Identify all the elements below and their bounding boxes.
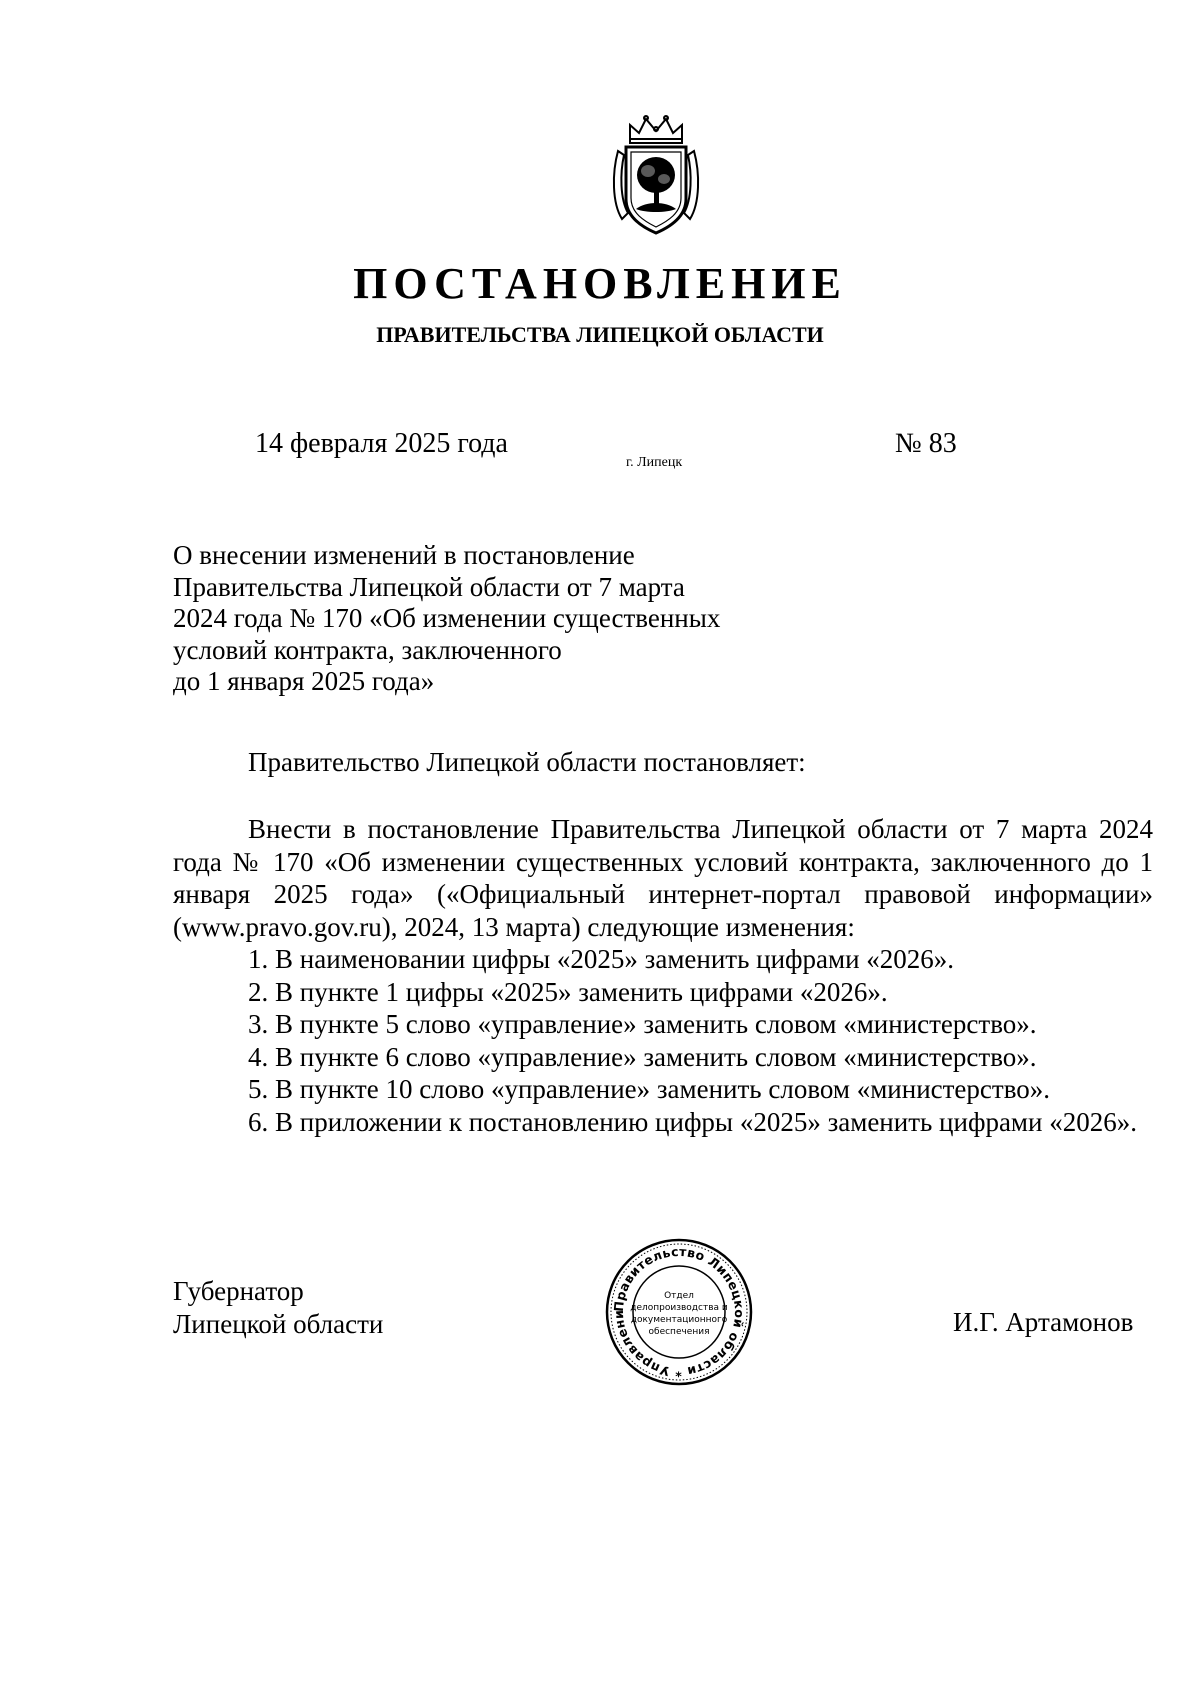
document-subject xyxy=(173,540,793,698)
subject-line: О внесении изменений в постановление xyxy=(173,540,635,570)
document-title: ПОСТАНОВЛЕНИЕ xyxy=(353,259,847,308)
signatory-position-line: Губернатор xyxy=(173,1276,304,1306)
seal-center-line: Отдел xyxy=(664,1291,694,1301)
document-body xyxy=(173,813,1153,1138)
list-item: 2. В пункте 1 цифры «2025» заменить цифрами «2026». xyxy=(248,976,888,1007)
seal-outer-text: Правительство Липецкой области * Управлени xyxy=(610,1243,748,1381)
document-city: г. Липецк xyxy=(626,455,683,470)
seal-center-line: обеспечения xyxy=(648,1327,710,1337)
list-item: 4. В пункте 6 слово «управление» заменить словом «министерство». xyxy=(248,1041,1037,1072)
list-item: 5. В пункте 10 слово «управление» заменить словом «министерство». xyxy=(248,1074,1051,1104)
document-number: № 83 xyxy=(895,428,957,459)
list-item: 6. В приложении к постановлению цифры «2025» заменить цифрами «2026». xyxy=(248,1106,1137,1137)
list-item: 1. В наименовании цифры «2025» заменить цифрами «2026». xyxy=(248,944,955,974)
document-date: 14 февраля 2025 года xyxy=(255,428,508,459)
seal-center-line: делопроизводства и xyxy=(630,1303,728,1313)
list-item: 3. В пункте 5 слово «управление» заменить словом «министерство». xyxy=(248,1009,1037,1039)
subject-line: Правительства Липецкой области от 7 марта xyxy=(173,571,685,602)
subject-line: 2024 года № 170 «Об изменении существенных xyxy=(173,603,721,633)
signatory-name: И.Г. Артамонов xyxy=(953,1307,1134,1337)
seal-center-line: документационного xyxy=(630,1315,728,1325)
signatory-position xyxy=(173,1275,383,1341)
official-seal xyxy=(604,1237,754,1387)
subject-line: до 1 января 2025 года» xyxy=(173,666,435,696)
coat-of-arms-icon xyxy=(608,113,704,239)
signatory-position-line: Липецкой области xyxy=(173,1309,384,1339)
body-intro-paragraph: Внести в постановление Правительства Липецкой области от 7 марта 2024 года № 170 «Об изменении существенных условий контракта, заключенного до 1 января 2025 года» («Официальный интернет-портал правовой информации» (www.pravo.gov.ru), 2024, 13 марта) следующие изменения: xyxy=(173,814,1153,942)
issuing-authority: ПРАВИТЕЛЬСТВА ЛИПЕЦКОЙ ОБЛАСТИ xyxy=(376,322,824,347)
preamble: Правительство Липецкой области постановляет: xyxy=(248,747,806,777)
subject-line: условий контракта, заключенного xyxy=(173,634,562,665)
